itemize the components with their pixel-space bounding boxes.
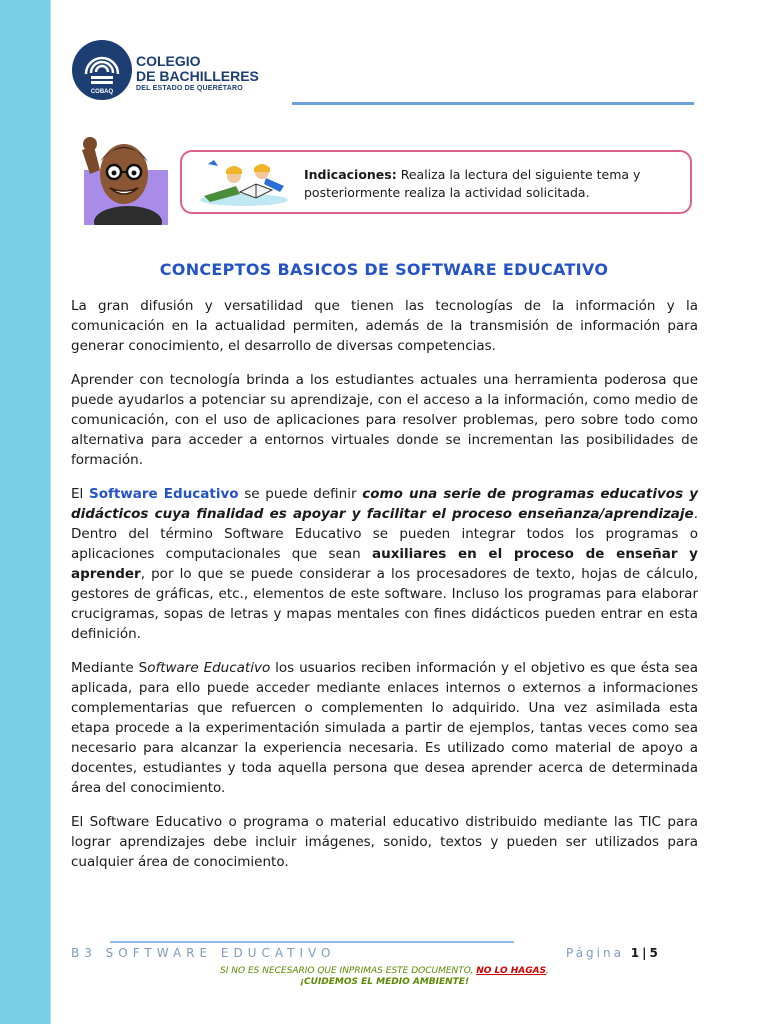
page-separator: | (642, 946, 650, 960)
header-rule (292, 102, 694, 105)
page-current: 1 (630, 946, 643, 960)
p3-text-b: se puede definir (238, 486, 363, 502)
left-margin-bar (0, 0, 50, 1024)
paragraph-3 (71, 484, 698, 644)
p3-bold-text: auxiliares en el proceso de enseñar y aprender (71, 546, 698, 582)
p4-italic-text: oftware Educativo (147, 660, 271, 676)
page-total: 5 (649, 946, 661, 960)
paragraph-1: La gran difusión y versatilidad que tienen las tecnologías de la información y la comunicación en la actualidad permiten, además de la transmisión de información para generar conocimiento, el desarrollo de diversas competencias. (71, 298, 698, 354)
footer-course-title: B3 SOFTWARE EDUCATIVO (71, 946, 336, 960)
eco-notice-line-1 (71, 966, 698, 976)
eco-notice-line-2: ¡CUIDEMOS EL MEDIO AMBIENTE! (299, 977, 470, 987)
page-title: CONCEPTOS BASICOS DE SOFTWARE EDUCATIVO (159, 260, 609, 279)
school-logo (72, 40, 262, 102)
p4-text-b: los usuarios reciben información y el objetivo es que ésta sea aplicada, para ello puede acceder mediante enlaces internos o externos a informaciones complementarias que refuercen o complementen lo adquirido. Una vez asimilada esta etapa procede a la experimentación simulada a partir de ejemplos, tantas veces como sea necesario para alcanzar la experiencia necesaria. Es utilizado como material de apoyo a docentes, estudiantes y toda aquella persona que desea aprender acerca de determinada área del conocimiento. (71, 660, 698, 796)
eco-text-a: SI NO ES NECESARIO QUE INPRIMAS ESTE DOCUMENTO, (220, 966, 477, 976)
students-reading-icon (196, 156, 288, 208)
cobaq-seal-icon (72, 40, 132, 100)
definition-text: como una serie de programas educativos y didácticos cuya finalidad es apoyar y facilitar el proceso enseñanza/aprendizaje (71, 486, 699, 522)
logo-line-1: COLEGIO (136, 53, 201, 69)
paragraph-5: El Software Educativo o programa o material educativo distribuido mediante las TIC para lograr aprendizajes debe incluir imágenes, sonido, textos y pueden ser utilizados para cualquier área de conocimiento. (71, 814, 698, 870)
page-label: Página (566, 946, 624, 960)
article-body (71, 296, 698, 886)
instructions-box (180, 150, 692, 214)
instructions-label: Indicaciones: (304, 167, 397, 182)
teacher-avatar-icon (72, 130, 168, 225)
eco-text-b: , (546, 966, 549, 976)
logo-line-3: DEL ESTADO DE QUERÉTARO (136, 85, 243, 92)
instructions-body: Realiza la lectura del siguiente tema y posteriormente realiza la actividad solicitada. (304, 167, 641, 200)
footer-rule (110, 941, 514, 943)
logo-line-2: DE BACHILLERES (136, 68, 259, 84)
eco-warning: NO LO HAGAS (476, 966, 547, 976)
seal-text: COBAQ (90, 89, 114, 95)
page-indicator (566, 946, 661, 960)
logo-wordmark (136, 54, 259, 94)
p3-text-d: , por lo que se puede considerar a los procesadores de texto, hojas de cálculo, gestores de gráficas, etc., elementos de este software. Incluso los programas para elaborar crucigramas, sopas de letras y mapas mentales con fines didácticos pueden entrar en esta definición. (71, 566, 698, 642)
p3-text-a: El (71, 486, 89, 502)
paragraph-4 (71, 658, 698, 798)
p3-text-c: . Dentro del término Software Educativo se pueden integrar todos los programas o aplicaciones computacionales que sean (71, 506, 698, 562)
left-margin-line (50, 0, 51, 1024)
instructions-text (304, 166, 674, 202)
paragraph-2: Aprender con tecnología brinda a los estudiantes actuales una herramienta poderosa que puede ayudarlos a potenciar su aprendizaje, con el acceso a la información, como medio de comunicación, con el uso de aplicaciones para resolver problemas, pero sobre todo como alternativa para acceder a entornos virtuales donde se incrementan las posibilidades de formación. (71, 372, 698, 468)
software-educativo-term: Software Educativo (88, 486, 239, 502)
p4-text-a: Mediante S (71, 660, 148, 676)
